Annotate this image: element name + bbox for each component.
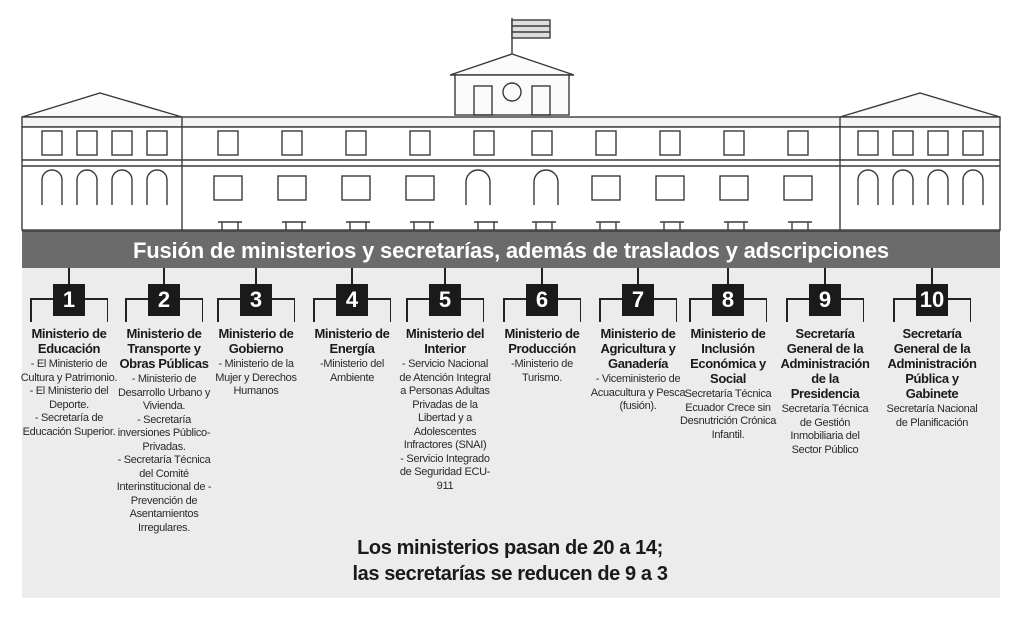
- ministry-item: - Secretaría de Educación Superior.: [22, 412, 116, 438]
- ministry-column-5: [396, 268, 494, 493]
- ministry-item: - El Ministerio de Cultura y Patrimonio.: [20, 358, 118, 384]
- ministry-number: 6: [526, 284, 558, 316]
- ministry-title: Ministerio de Inclusión Económica y Social: [690, 326, 766, 386]
- ministry-title: Secretaría General de la Administración de la Presidencia: [780, 326, 870, 401]
- ministry-item: Secretaría Nacional de Planificación: [886, 403, 978, 429]
- ministry-number: 9: [809, 284, 841, 316]
- ministry-number: 10: [916, 284, 948, 316]
- ministry-item: - Servicio Integrado de Seguridad ECU-911: [399, 452, 491, 492]
- ministry-number: 3: [240, 284, 272, 316]
- ministry-item: - Ministerio de la Mujer y Derechos Humanos: [215, 358, 297, 397]
- ministry-item: Secretaría Técnica de Gestión Inmobiliaria del Sector Público: [781, 403, 869, 456]
- ministry-number: 8: [712, 284, 744, 316]
- ministry-item: - Ministerio de Desarrollo Urbano y Vivienda.: [117, 373, 211, 412]
- ministry-title: Ministerio de Educación: [31, 326, 107, 356]
- ministry-item: -Ministerio de Turismo.: [511, 358, 573, 384]
- summary-line-ministries: Los ministerios pasan de 20 a 14;: [357, 537, 663, 559]
- ministry-number: 4: [336, 284, 368, 316]
- ministry-number: 7: [622, 284, 654, 316]
- ministry-column-3: [207, 268, 305, 399]
- ministry-column-6: [493, 268, 591, 385]
- title-banner: Fusión de ministerios y secretarías, además de traslados y adscripciones: [22, 230, 1000, 272]
- ministry-title: Ministerio de Agricultura y Ganadería: [600, 326, 676, 371]
- ministry-column-2: [115, 268, 213, 535]
- ministry-column-10: [883, 268, 981, 430]
- ministry-column-9: [776, 268, 874, 457]
- ministry-number: 5: [429, 284, 461, 316]
- ministry-item: Secretaría Técnica Ecuador Crece sin Desnutrición Crónica Infantil.: [679, 388, 777, 441]
- ministry-item: - El Ministerio del Deporte.: [29, 385, 109, 411]
- ministry-title: Ministerio de Producción: [504, 326, 580, 356]
- ministry-column-4: [303, 268, 401, 385]
- ministry-number: 2: [148, 284, 180, 316]
- ministry-column-8: [679, 268, 777, 442]
- ministry-title: Ministerio de Energía: [314, 326, 390, 356]
- summary-footer: [300, 535, 720, 587]
- ministry-item: -Ministerio del Ambiente: [320, 358, 384, 384]
- government-palace-illustration: [0, 0, 1024, 240]
- ministry-item: - Servicio Nacional de Atención Integral a Personas Adultas Privadas de la Libertad y a Adolescentes Infractores (SNAI): [399, 358, 491, 451]
- ministry-column-7: [589, 268, 687, 414]
- ministry-column-1: [20, 268, 118, 439]
- summary-line-secretariats: las secretarías se reducen de 9 a 3: [352, 563, 668, 585]
- ministry-title: Ministerio del Interior: [405, 326, 485, 356]
- ministry-item: - Secretaría inversiones Público-Privadas.: [117, 413, 211, 453]
- ministry-title: Secretaría General de la Administración Pública y Gabinete: [887, 326, 977, 401]
- ministry-item: - Viceministerio de Acuacultura y Pesca (fusión).: [590, 373, 686, 412]
- ministry-title: Ministerio de Transporte y Obras Públicas: [119, 326, 209, 371]
- ministry-number: 1: [53, 284, 85, 316]
- ministry-item: - Secretaría Técnica del Comité Interinstitucional de - Prevención de Asentamientos Irregulares.: [116, 454, 212, 534]
- ministry-title: Ministerio de Gobierno: [218, 326, 294, 356]
